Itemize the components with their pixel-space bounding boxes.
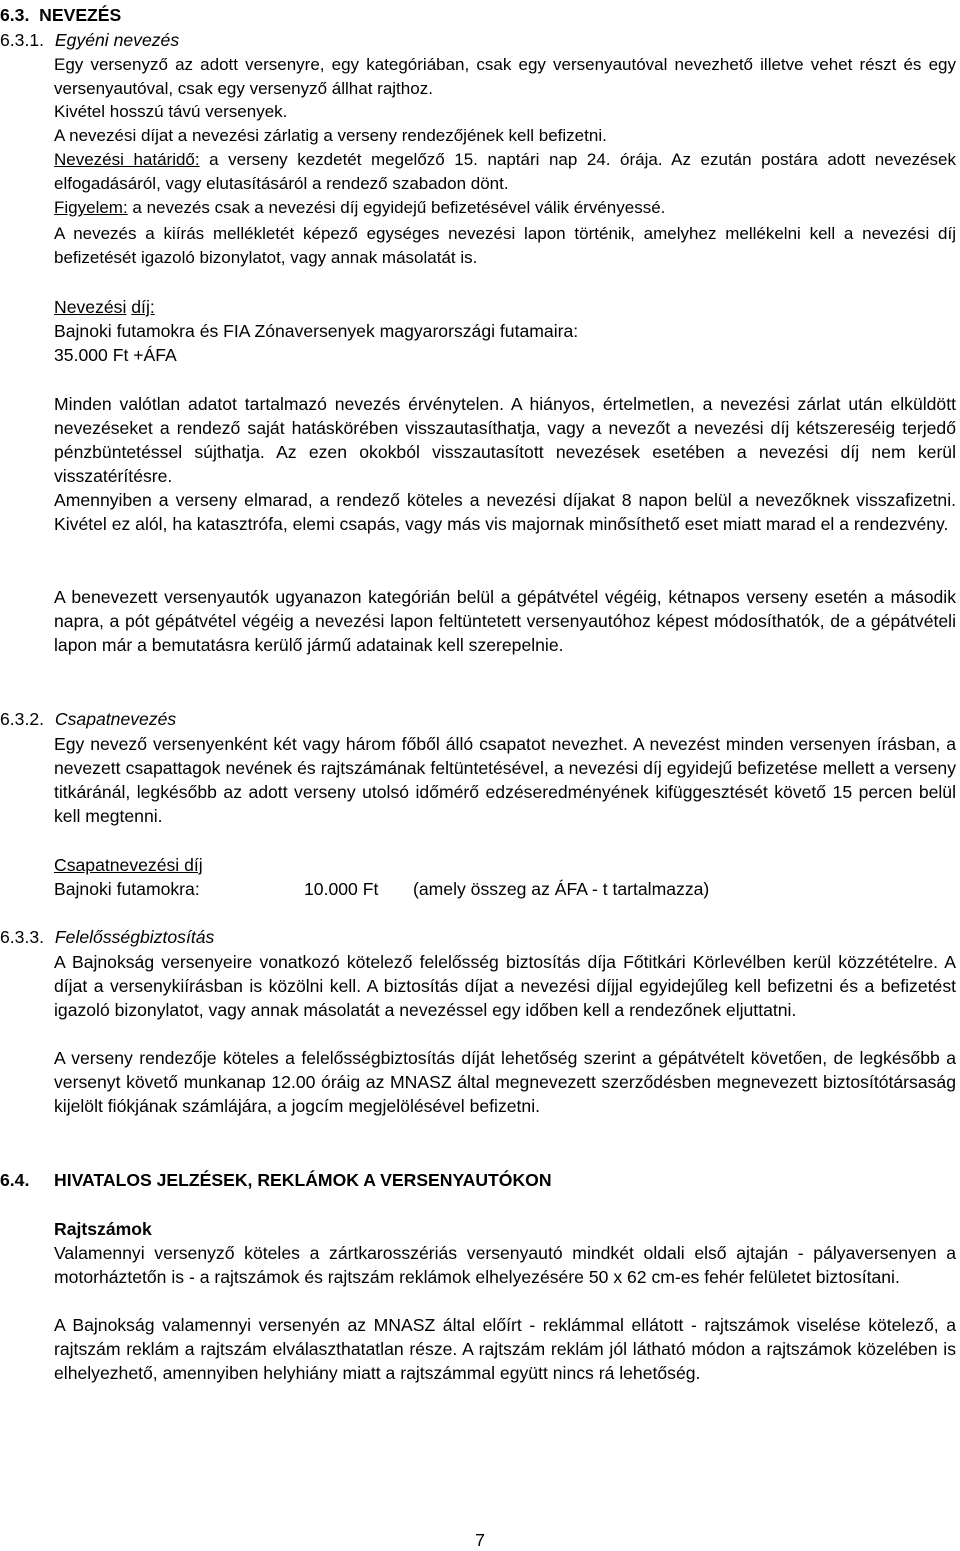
section-number: 6.4. bbox=[0, 1170, 30, 1190]
paragraph-insurance-fee: A Bajnokság versenyeire vonatkozó kötelező felelősség biztosítás díja Főtitkári Körlevélben kerül közzétételre. A díjat a versenykiírásban is közölni kell. A biztosítás díjat a nevezési díjjal egyidejűleg kell befizetni és a befizetést igazoló bizonylatot, vagy annak másolatát a nevezéssel egy időben kell a rendezőnek eljuttatni. bbox=[54, 952, 956, 1020]
page-number: 7 bbox=[475, 1530, 485, 1550]
paragraph-warning bbox=[54, 196, 956, 220]
paragraph-entry-rule: Egy versenyző az adott versenyre, egy kategóriában, csak egy versenyautóval nevezhető illetve vehet részt és egy versenyautóval, csak egy versenyző állhat rajthoz. bbox=[54, 55, 956, 98]
section-number: 6.3. bbox=[0, 5, 30, 25]
fee-amount: 35.000 Ft +ÁFA bbox=[54, 345, 177, 365]
subsection-number: 6.3.2. bbox=[0, 709, 45, 729]
subsection-title: Csapatnevezés bbox=[54, 709, 177, 729]
paragraph-deadline bbox=[54, 148, 956, 195]
deadline-label: Nevezési határidő: bbox=[54, 150, 200, 169]
paragraph-invalid-entries: Minden valótlan adatot tartalmazó nevezés érvénytelen. A hiányos, értelmetlen, a nevezési zárlat után elküldött nevezéseket a rendező saját hatáskörében visszautasíthatja, vagy a nevezőt a nevezési díj kétszereséig terjedő pénzbüntetéssel sújthatja. Az ezen okokból visszautasított nevezések esetében a nevezési díj nem kerül visszatérítésre. bbox=[54, 394, 956, 486]
paragraph-team-entry: Egy nevező versenyenként két vagy három főből álló csapatot nevezhet. A nevezést minden versenyen írásban, a nevezett csapattagok nevének és rajtszámának feltüntetésével, a nevezési díj egyidejű befizetése mellett a verseny titkáránál, legkésőbb az adott verseny utolsó időmérő edzéseredményének kifüggesztését követő 15 percen belül kell megtenni. bbox=[54, 734, 956, 826]
paragraph-number-ads: A Bajnokság valamennyi versenyén az MNASZ által előírt - reklámmal ellátott - rajtszámok viselése kötelező, a rajtszám reklám a rajtszám elválaszthatatlan része. A rajtszám reklám jól látható módon a rajtszámok közelében is elhelyezhető, amennyiben helyhiány miatt a rajtszámmal együtt nincs rá lehetőség. bbox=[54, 1315, 956, 1383]
team-fee-label: Bajnoki futamokra: bbox=[54, 879, 200, 899]
paragraph-insurance-payment: A verseny rendezője köteles a felelősségbiztosítás díját lehetőség szerint a gépátvételt követően, de legkésőbb a versenyt követő munkanap 12.00 óráig az MNASZ által megnevezett szerződésben megnevezett biztosítótársaság kijelölt fiókjának számlájára, a jogcím megjelölésével befizetni. bbox=[54, 1048, 956, 1116]
section-heading-6-3 bbox=[0, 3, 121, 27]
team-fee-title bbox=[54, 853, 956, 877]
subsection-heading-6-3-3 bbox=[0, 925, 214, 949]
team-fee-title-text: Csapatnevezési díj bbox=[54, 855, 203, 875]
paragraph-fee-payment: A nevezési díjat a nevezési zárlatig a verseny rendezőjének kell befizetni. bbox=[54, 126, 607, 145]
subsection-number: 6.3.3. bbox=[0, 927, 45, 947]
subsection-heading-6-3-1 bbox=[0, 28, 179, 52]
section-title: NEVEZÉS bbox=[39, 5, 122, 25]
section-title: HIVATALOS JELZÉSEK, REKLÁMOK A VERSENYAUTÓKON bbox=[54, 1170, 552, 1190]
fee-label-b: díj: bbox=[131, 297, 155, 317]
section-heading-6-4 bbox=[0, 1168, 552, 1192]
paragraph-exception: Kivétel hosszú távú versenyek. bbox=[54, 102, 288, 121]
fee-title bbox=[54, 295, 956, 319]
subsection-heading-6-3-2 bbox=[0, 707, 176, 731]
subheading-race-numbers: Rajtszámok bbox=[54, 1219, 152, 1239]
deadline-text: a verseny kezdetét megelőző 15. naptári nap 24. órája. Az ezután postára adott nevezések elfogadásáról, vagy elutasításáról a rendező szabadon dönt. bbox=[54, 150, 956, 193]
warning-label: Figyelem: bbox=[54, 198, 128, 217]
subsection-title: Egyéni nevezés bbox=[54, 30, 180, 50]
paragraph-cancellation: Amennyiben a verseny elmarad, a rendező köteles a nevezési díjakat 8 napon belül a nevezőknek visszafizetni. Kivétel ez alól, ha katasztrófa, elemi csapás, vagy más vis majornak minősíthető eset miatt marad el a rendezvény. bbox=[54, 490, 956, 534]
paragraph-car-changes: A benevezett versenyautók ugyanazon kategórián belül a gépátvétel végéig, kétnapos verseny esetén a második napra, a pót gépátvétel végéig a nevezési lapon feltüntetett versenyautóhoz képest módosíthatók, de a gépátvételi lapon már a bemutatásra kerülő jármű adatainak kell szerepelnie. bbox=[54, 587, 956, 655]
subsection-title: Felelősségbiztosítás bbox=[54, 927, 215, 947]
team-fee-amount: 10.000 Ft bbox=[304, 879, 379, 899]
fee-label-a: Nevezési bbox=[54, 297, 127, 317]
warning-text: a nevezés csak a nevezési díj egyidejű befizetésével válik érvényessé. bbox=[127, 198, 666, 217]
paragraph-number-area: Valamennyi versenyző köteles a zártkarosszériás versenyautó mindkét oldali első ajtaján - pályaversenyen a motorháztetőn is - a rajtszámok és rajtszám reklámok elhelyezésére 50 x 62 cm-es fehér felületet biztosítani. bbox=[54, 1243, 956, 1287]
team-fee-note: (amely összeg az ÁFA - t tartalmazza) bbox=[413, 879, 710, 899]
subsection-number: 6.3.1. bbox=[0, 30, 45, 50]
fee-description: Bajnoki futamokra és FIA Zónaversenyek magyarországi futamaira: bbox=[54, 321, 579, 341]
paragraph-entry-form: A nevezés a kiírás mellékletét képező egységes nevezési lapon történik, amelyhez mellékelni kell a nevezési díj befizetését igazoló bizonylatot, vagy annak másolatát is. bbox=[54, 224, 956, 267]
